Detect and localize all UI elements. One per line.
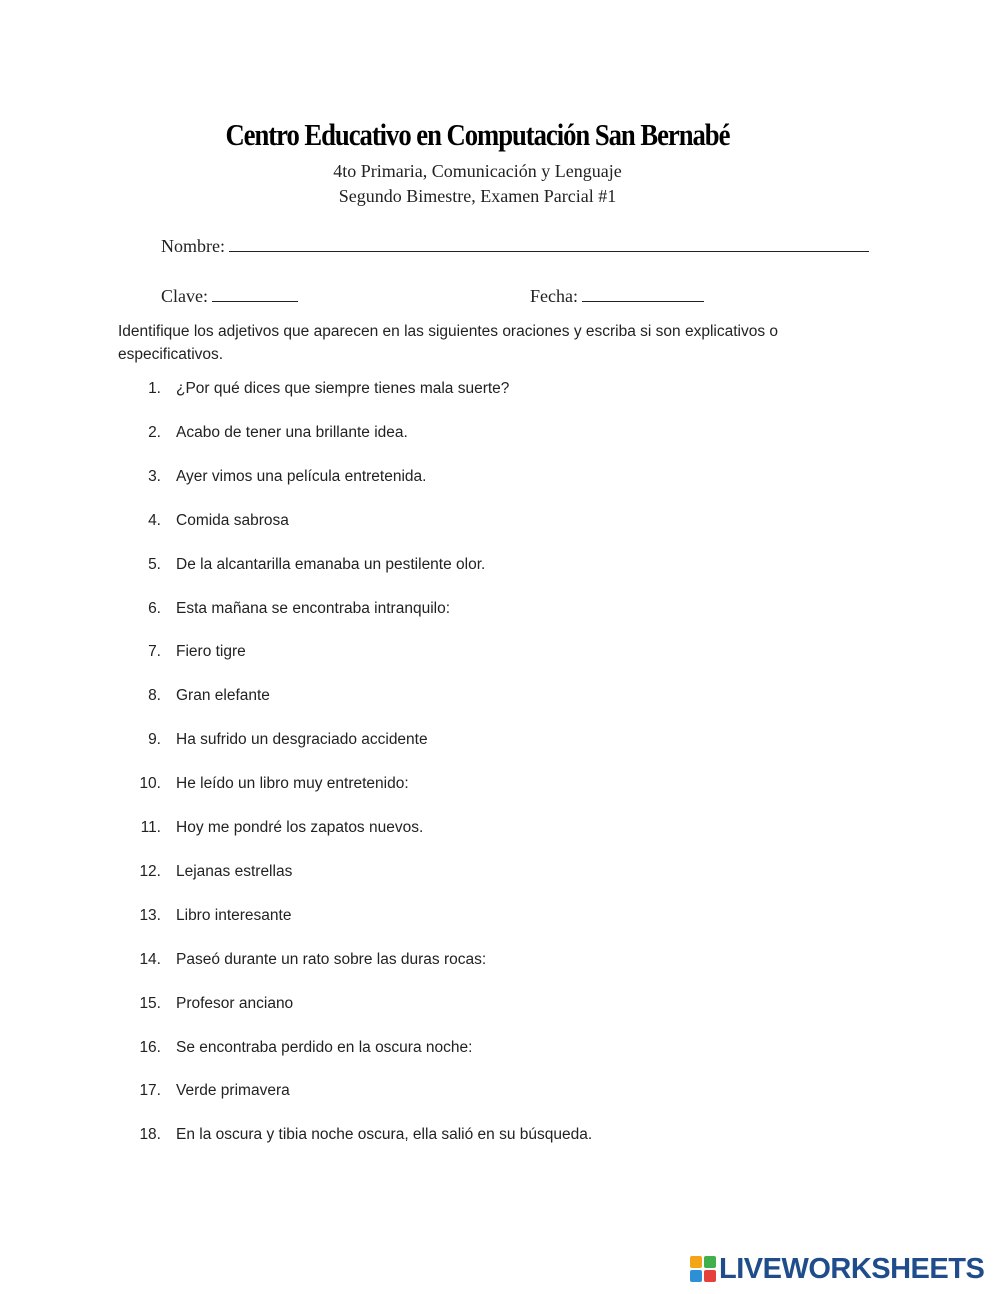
- clave-field: [161, 285, 298, 307]
- item-number: 4.: [148, 511, 161, 529]
- item-number: 6.: [148, 599, 161, 617]
- item-text: ¿Por qué dices que siempre tienes mala suerte?: [176, 380, 510, 397]
- logo-text: LIVEWORKSHEETS: [719, 1252, 985, 1285]
- item-number: 8.: [148, 687, 161, 705]
- logo-tile: [704, 1270, 716, 1282]
- fecha-label: Fecha:: [530, 286, 578, 306]
- item-number: 14.: [139, 950, 161, 968]
- item-text: Fiero tigre: [176, 643, 246, 661]
- item-text: Paseó durante un rato sobre las duras rocas:: [176, 950, 487, 968]
- item-text: Profesor anciano: [176, 994, 294, 1012]
- item-number: 11.: [140, 819, 161, 836]
- item-number: 1.: [148, 380, 161, 397]
- item-text: Acabo de tener una brillante idea.: [176, 423, 408, 441]
- item-text: Se encontraba perdido en la oscura noche:: [176, 1038, 473, 1056]
- item-number: 3.: [148, 467, 161, 485]
- item-number: 9.: [148, 731, 161, 749]
- liveworksheets-logo: [690, 1254, 984, 1284]
- item-number: 15.: [139, 994, 161, 1012]
- item-text: Comida sabrosa: [176, 511, 289, 529]
- item-number: 12.: [139, 862, 161, 880]
- logo-tile: [704, 1256, 716, 1268]
- item-number: 13.: [139, 906, 161, 924]
- item-text: Ha sufrido un desgraciado accidente: [176, 731, 428, 749]
- item-text: He leído un libro muy entretenido:: [176, 775, 409, 793]
- item-number: 2.: [148, 423, 161, 441]
- clave-blank-line[interactable]: [212, 285, 298, 302]
- item-text: De la alcantarilla emanaba un pestilente olor.: [176, 555, 486, 573]
- item-number: 10.: [139, 775, 161, 793]
- item-number: 18.: [139, 1126, 161, 1144]
- item-number: 17.: [139, 1082, 161, 1100]
- item-text: En la oscura y tibia noche oscura, ella salió en su búsqueda.: [176, 1126, 593, 1144]
- item-text: Lejanas estrellas: [176, 862, 293, 880]
- item-number: 7.: [148, 643, 161, 661]
- item-number: 5.: [148, 555, 161, 573]
- nombre-field: [161, 235, 869, 257]
- item-text: Hoy me pondré los zapatos nuevos.: [176, 819, 424, 836]
- logo-tile: [690, 1270, 702, 1282]
- document-title: Centro Educativo en Computación San Bernabé: [225, 117, 730, 152]
- item-text: Ayer vimos una película entretenida.: [176, 467, 427, 485]
- item-text: Esta mañana se encontraba intranquilo:: [176, 599, 451, 617]
- nombre-blank-line[interactable]: [229, 235, 869, 252]
- item-text: Gran elefante: [176, 687, 270, 705]
- clave-label: Clave:: [161, 286, 208, 306]
- document-subtitle-course: 4to Primaria, Comunicación y Lenguaje: [333, 161, 622, 181]
- fecha-blank-line[interactable]: [582, 285, 704, 302]
- nombre-label: Nombre:: [161, 236, 225, 256]
- item-text: Libro interesante: [176, 906, 292, 924]
- instructions-text: Identifique los adjetivos que aparecen en las siguientes oraciones y escriba si son explicativos o especificativos.: [118, 323, 778, 363]
- logo-tile: [690, 1256, 702, 1268]
- fecha-field: [530, 285, 704, 307]
- document-subtitle-exam: Segundo Bimestre, Examen Parcial #1: [338, 186, 617, 206]
- item-number: 16.: [139, 1038, 161, 1056]
- item-text: Verde primavera: [176, 1082, 290, 1100]
- liveworksheets-logo-icon: [690, 1256, 716, 1282]
